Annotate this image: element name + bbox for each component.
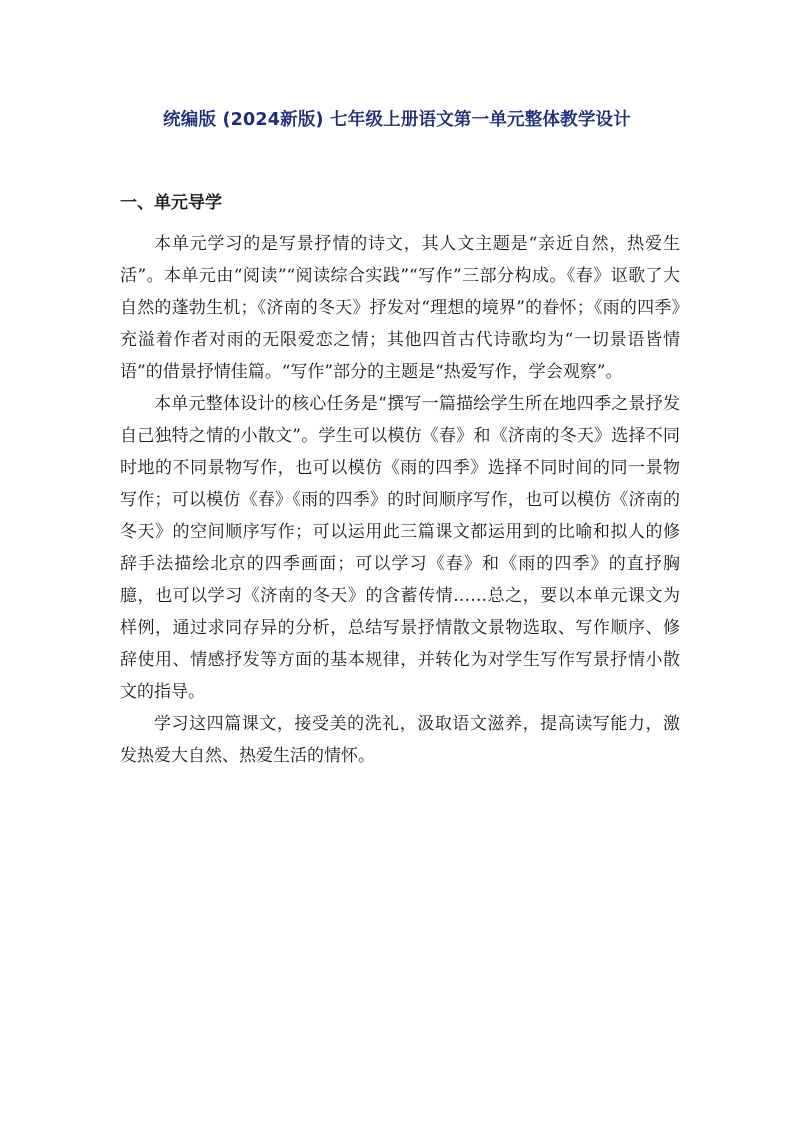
- section-heading-unit-guide: 一、单元导学: [120, 193, 222, 213]
- document-title: 统编版 (2024新版) 七年级上册语文第一单元整体教学设计: [163, 110, 631, 130]
- paragraph-unit-overview: 本单元学习的是写景抒情的诗文，其人文主题是“亲近自然，热爱生活”。本单元由“阅读”“阅读综合实践”“写作”三部分构成。《春》讴歌了大自然的蓬勃生机；《济南的冬天》抒发对“理想的境界”的眷怀；《雨的四季》充溢着作者对雨的无限爱恋之情；其他四首古代诗歌均为“一切景语皆情语”的借景抒情佳篇。“写作”部分的主题是“热爱写作，学会观察”。: [120, 234, 680, 382]
- paragraph-core-task: 本单元整体设计的核心任务是“撰写一篇描绘学生所在地四季之景抒发自己独特之情的小散文”。学生可以模仿《春》和《济南的冬天》选择不同时地的不同景物写作，也可以模仿《雨的四季》选择不同时间的同一景物写作；可以模仿《春》《雨的四季》的时间顺序写作，也可以模仿《济南的冬天》的空间顺序写作；可以运用此三篇课文都运用到的比喻和拟人的修辞手法描绘北京的四季画面；可以学习《春》和《雨的四季》的直抒胸臆，也可以学习《济南的冬天》的含蓄传情……总之，要以本单元课文为样例，通过求同存异的分析，总结写景抒情散文景物选取、写作顺序、修辞使用、情感抒发等方面的基本规律，并转化为对学生写作写景抒情小散文的指导。: [120, 394, 680, 702]
- section-body: [120, 228, 680, 772]
- paragraph-learning-goal: 学习这四篇课文，接受美的洗礼，汲取语文滋养，提高读写能力，激发热爱大自然、热爱生活的情怀。: [120, 714, 680, 766]
